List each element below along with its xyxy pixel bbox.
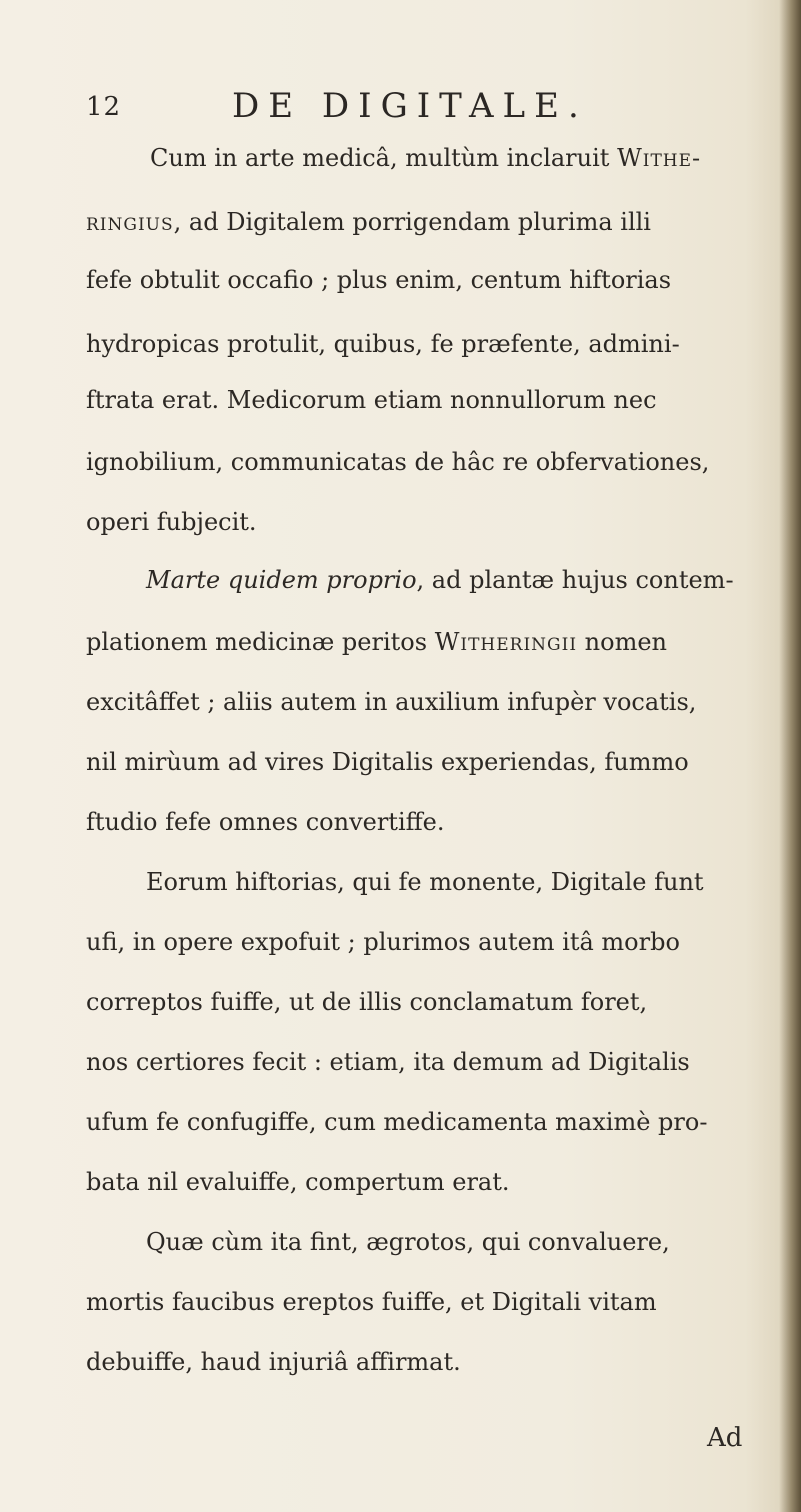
text-line: Marte quidem proprio, ad plantæ hujus contem- xyxy=(146,566,734,594)
text-line: ftrata erat. Medicorum etiam nonnullorum nec xyxy=(86,386,657,414)
text-line: ringius, ad Digitalem porrigendam plurima illi xyxy=(86,208,651,236)
text-line: ufi, in opere expofuit ; plurimos autem itâ morbo xyxy=(86,928,680,956)
text-line: ignobilium, communicatas de hâc re obfervationes, xyxy=(86,448,710,476)
styled-word: Marte quidem proprio xyxy=(146,566,417,594)
styled-word: Withe- xyxy=(617,144,702,172)
text-line: ufum fe confugiffe, cum medicamenta maximè pro- xyxy=(86,1108,708,1136)
text-line: operi fubjecit. xyxy=(86,508,257,536)
text-line: correptos fuiffe, ut de illis conclamatum foret, xyxy=(86,988,648,1016)
running-title: DE DIGITALE. xyxy=(232,86,588,126)
text-line: nos certiores fecit : etiam, ita demum ad Digitalis xyxy=(86,1048,690,1076)
text-line: mortis faucibus ereptos fuiffe, et Digitali vitam xyxy=(86,1288,657,1316)
text-line: Cum in arte medicâ, multùm inclaruit Withe- xyxy=(150,144,702,172)
text-line: excitâffet ; aliis autem in auxilium infupèr vocatis, xyxy=(86,688,697,716)
text-line: hydropicas protulit, quibus, fe præfente, admini- xyxy=(86,330,680,358)
text-line: bata nil evaluiffe, compertum erat. xyxy=(86,1168,510,1196)
text-line: nil mirùum ad vires Digitalis experiendas, fummo xyxy=(86,748,689,776)
text-line: plationem medicinæ peritos Witheringii nomen xyxy=(86,628,667,656)
text-line: debuiffe, haud injuriâ affirmat. xyxy=(86,1348,461,1376)
catchword: Ad xyxy=(707,1423,743,1453)
text-line: fefe obtulit occafio ; plus enim, centum hiftorias xyxy=(86,266,672,294)
text-line: Eorum hiftorias, qui fe monente, Digitale funt xyxy=(146,868,704,896)
page-number: 12 xyxy=(86,92,122,122)
text-line: Quæ cùm ita fint, ægrotos, qui convaluere, xyxy=(146,1228,670,1256)
text-line: ftudio fefe omnes convertiffe. xyxy=(86,808,445,836)
styled-word: ringius xyxy=(86,208,174,236)
styled-word: Witheringii xyxy=(434,628,578,656)
